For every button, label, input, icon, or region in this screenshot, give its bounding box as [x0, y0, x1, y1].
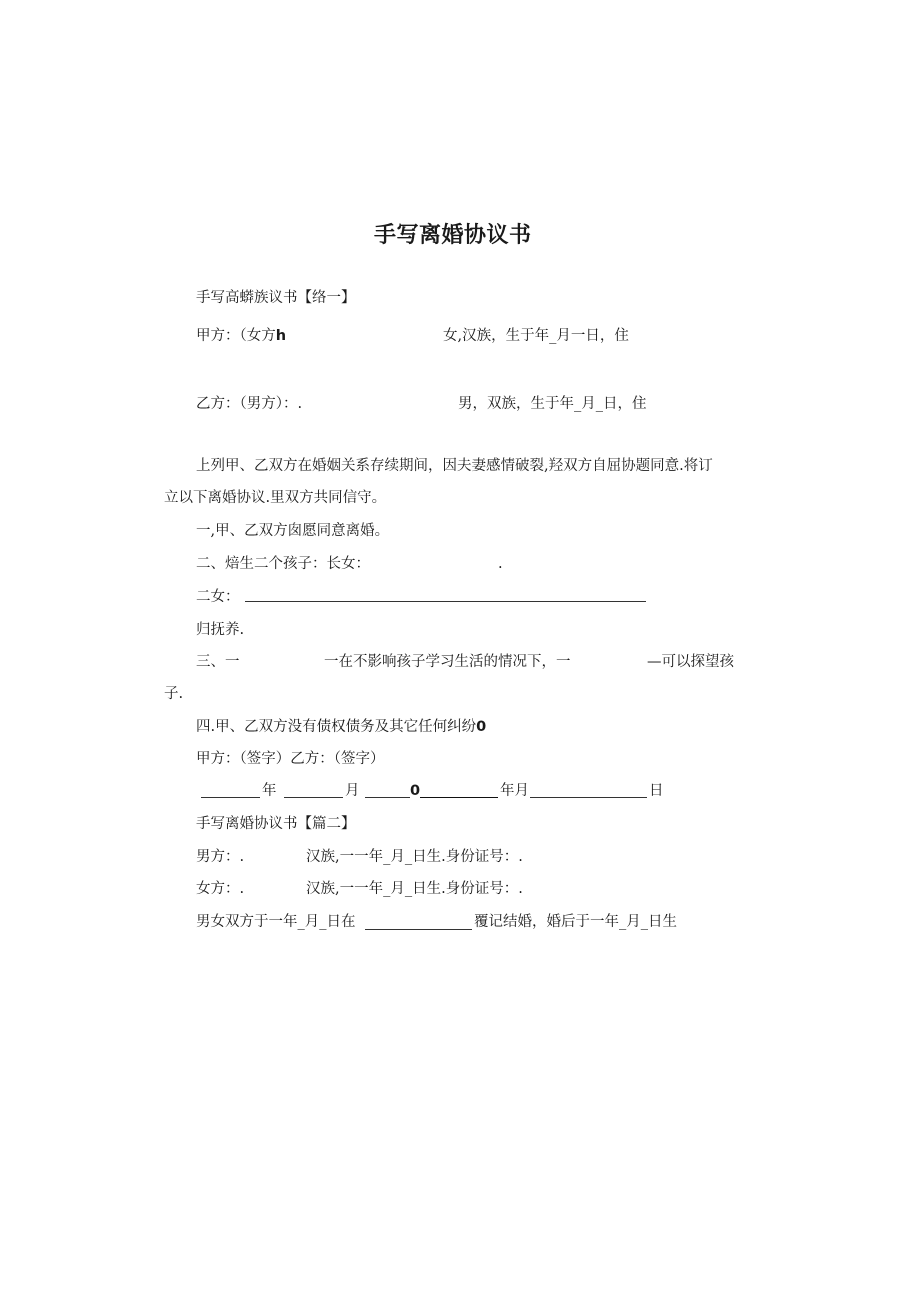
custody-text: 归抚养. [196, 622, 245, 638]
signature-line: 甲方：（签字）乙方：（签字） [196, 751, 385, 767]
female-info: 汉族,一一年_月_日生.身份证号：. [306, 881, 523, 897]
male-label: 男方：. [196, 849, 245, 865]
clause-4-mark: 0 [476, 719, 487, 735]
party-a-mark: h [275, 328, 287, 344]
date-year-label: 年 [262, 783, 277, 799]
clause-4-text: 四.甲、乙双方没有债权债务及其它任何纠纷 [196, 719, 477, 735]
second-daughter-blank [245, 601, 646, 602]
marriage-suffix: 覆记结婚，婚后于一年_月_日生 [474, 914, 677, 930]
party-a-label [196, 329, 286, 344]
party-b-info: 男，双族，生于年_月_日，住 [458, 396, 647, 412]
intro-line-2: 立以下离婚协议.里双方共同信守。 [164, 490, 387, 506]
male-info: 汉族,一一年_月_日生.身份证号：. [306, 849, 523, 865]
clause-3-c: —可以探望孩 [647, 654, 734, 670]
section-heading-2: 手写离婚协议书【篇二】 [196, 816, 356, 832]
female-label: 女方：. [196, 881, 245, 897]
date-year-month-label: 年月 [500, 783, 529, 799]
date-day-label: 日 [649, 783, 664, 799]
party-a-info: 女,汉族，生于年_月一日，住 [443, 328, 629, 344]
marriage-place-blank [365, 929, 472, 930]
date-month-label: 月 [345, 783, 360, 799]
date-zero-mark: 0 [410, 783, 421, 799]
second-daughter-label: 二女： [196, 589, 240, 605]
clause-1: 一,甲、乙双方囱愿同意离婚。 [196, 523, 390, 539]
clause-2-suffix: . [498, 556, 503, 572]
date-pre-zero-blank [365, 797, 410, 798]
party-b-label: 乙方：（男方）：. [196, 396, 303, 412]
clause-3-a: 三、一 [196, 654, 240, 670]
date-month-blank [284, 797, 343, 798]
clause-4 [196, 720, 486, 735]
clause-2-prefix: 二、焙生二个孩子：长女： [196, 556, 370, 572]
date-post-zero-blank [420, 797, 498, 798]
date-day-blank [530, 797, 647, 798]
date-year-blank [201, 797, 260, 798]
clause-3-d: 子. [164, 686, 184, 702]
section-heading-1: 手写高蟒族议书【络一】 [196, 290, 356, 306]
party-a-label-text: 甲方：（女方 [196, 328, 276, 344]
intro-line-1: 上列甲、乙双方在婚姻关系存续期间，因夫妻感情破裂,羟双方自屈协题同意.将订 [196, 458, 713, 474]
marriage-prefix: 男女双方于一年_月_日在 [196, 914, 356, 930]
document-title: 手写离婚协议书 [374, 223, 532, 248]
clause-3-b: 一在不影响孩子学习生活的情况下，一 [324, 654, 571, 670]
